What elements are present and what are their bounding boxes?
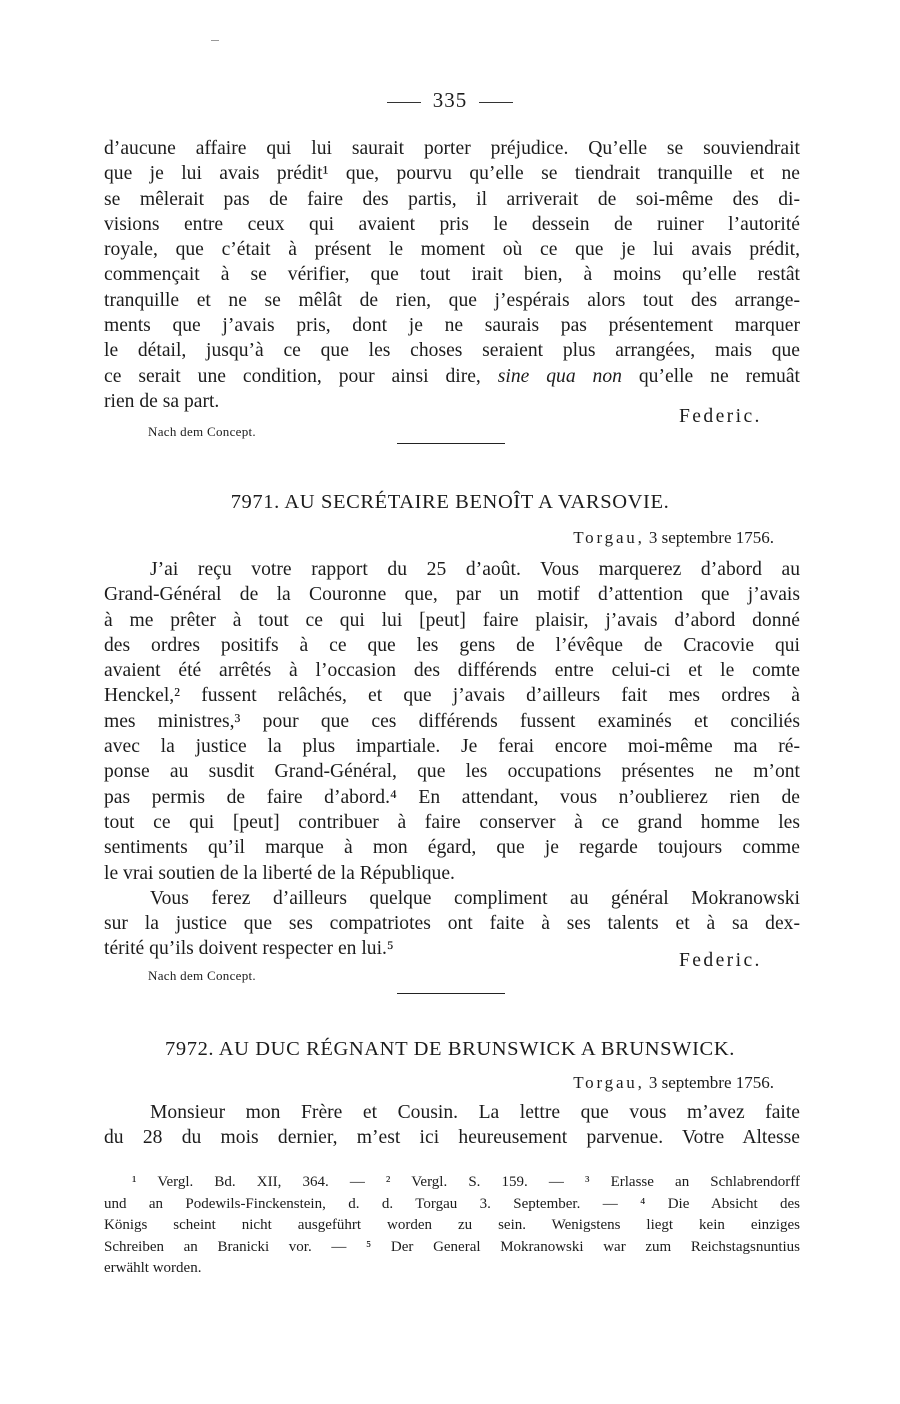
- text-line: Monsieur mon Frère et Cousin. La lettre que vous m’avez faite: [150, 1102, 800, 1123]
- text-line: ments que j’avais pris, dont je ne saurais pas présentement marquer: [104, 315, 800, 337]
- text-line: Grand-Général de la Couronne que, par un motif d’attention que j’avais: [104, 584, 800, 606]
- header-dash-left: [387, 102, 421, 103]
- text-line: J’ai reçu votre rapport du 25 d’août. Vous marquerez d’abord au: [150, 559, 800, 580]
- text-line: mes ministres,³ pour que ces différends fussent examinés et conciliés: [104, 710, 800, 732]
- text-line: rien de sa part.: [104, 390, 220, 412]
- source-note: Nach dem Concept.: [148, 424, 256, 439]
- letter-body: [104, 1100, 800, 1151]
- text-line: commençait à se vérifier, que tout irait bien, à moins qu’elle restât: [104, 264, 800, 286]
- text-line: se mêlerait pas de faire des partis, il arriverait de soi-même des di-: [104, 188, 800, 210]
- letter-dateline: [573, 1073, 774, 1093]
- margin-mark: [211, 40, 219, 41]
- text-line: ponse au susdit Grand-Général, que les occupations présentes ne m’ont: [104, 761, 800, 783]
- text-line: des ordres positifs à ce que les gens de l’évêque de Cracovie qui: [104, 634, 800, 656]
- letter-body: [104, 557, 800, 962]
- text-line: le détail, jusqu’à ce que les choses seraient plus arrangées, mais que: [104, 340, 800, 362]
- text-line: sur la justice que ses compatriotes ont faite à ses talents et à sa dex-: [104, 913, 800, 935]
- date-place: Torgau,: [573, 1073, 645, 1092]
- text-line: térité qu’ils doivent respecter en lui.⁵: [104, 938, 394, 960]
- latin-phrase: sine qua non: [497, 365, 622, 387]
- date-place: Torgau,: [573, 528, 645, 547]
- text-line: du 28 du mois dernier, m’est ici heureusement parvenue. Votre Altesse: [104, 1127, 800, 1149]
- footnote-line: ¹ Vergl. Bd. XII, 364. — ² Vergl. S. 159. — ³ Erlasse an Schlabrendorff: [132, 1174, 800, 1190]
- signature: Federic.: [679, 950, 762, 971]
- date-text: 3 septembre 1756.: [648, 1073, 774, 1092]
- text-line: pas permis de faire d’abord.⁴ En attendant, vous n’oublierez rien de: [104, 786, 800, 808]
- continuation-paragraph: [104, 136, 800, 414]
- text-line: à me prêter à tout ce qui lui [peut] faire plaisir, j’avais d’abord donné: [104, 609, 800, 631]
- text-line: tout ce qui [peut] contribuer à faire conserver à ce grand homme les: [104, 811, 800, 833]
- text-line: sentiments qu’il marque à mon égard, que je regarde toujours comme: [104, 837, 800, 859]
- text-line: royale, que c’était à présent le moment où ce que je lui avais prédit,: [104, 239, 800, 261]
- text-line: d’aucune affaire qui lui saurait porter préjudice. Qu’elle se souviendrait: [104, 138, 800, 159]
- letter-heading: 7972. AU DUC RÉGNANT DE BRUNSWICK A BRUNSWICK.: [165, 1038, 735, 1060]
- text-line: visions entre ceux qui avaient pris le dessein de ruiner l’autorité: [104, 213, 800, 235]
- text-line: avaient été arrêtés à l’occasion des différends entre celui-ci et le comte: [104, 660, 800, 682]
- page-header: [0, 88, 900, 113]
- section-divider: [397, 443, 505, 444]
- text-line: Henckel,² fussent relâchés, et que j’avais d’ailleurs fait mes ordres à: [104, 685, 800, 707]
- footnote-line: Königs scheint nicht ausgeführt worden zu sein. Wenigstens liegt kein einziges: [104, 1217, 800, 1234]
- source-note: Nach dem Concept.: [148, 968, 256, 983]
- text-run: ce serait une condition, pour ainsi dire,: [104, 365, 498, 387]
- footnote-line: Schreiben an Branicki vor. — ⁵ Der General Mokranowski war zum Reichstagsnuntius: [104, 1238, 800, 1255]
- text-line: [104, 364, 800, 389]
- header-dash-right: [479, 102, 513, 103]
- section-divider: [397, 993, 505, 994]
- text-line: tranquille et ne se mêlât de rien, que j’espérais alors tout des arrange-: [104, 289, 800, 311]
- signature: Federic.: [679, 406, 762, 427]
- text-line: que je lui avais prédit¹ que, pourvu qu’elle se tiendrait tranquille et ne: [104, 163, 800, 185]
- footnote-line: erwählt worden.: [104, 1260, 202, 1277]
- letter-heading: 7971. AU SECRÉTAIRE BENOÎT A VARSOVIE.: [230, 491, 670, 513]
- text-line: avec la justice la plus impartiale. Je ferai encore moi-même ma ré-: [104, 736, 800, 758]
- footnote-line: und an Podewils-Finckenstein, d. d. Torgau 3. September. — ⁴ Die Absicht des: [104, 1195, 800, 1212]
- text-line: Vous ferez d’ailleurs quelque compliment au général Mokranowski: [150, 887, 800, 909]
- text-run: qu’elle ne remuât: [621, 365, 800, 387]
- date-text: 3 septembre 1756.: [648, 528, 774, 547]
- text-line: le vrai soutien de la liberté de la République.: [104, 862, 455, 884]
- page-number: 335: [432, 88, 468, 112]
- footnotes: [104, 1172, 800, 1280]
- letter-dateline: [573, 528, 774, 548]
